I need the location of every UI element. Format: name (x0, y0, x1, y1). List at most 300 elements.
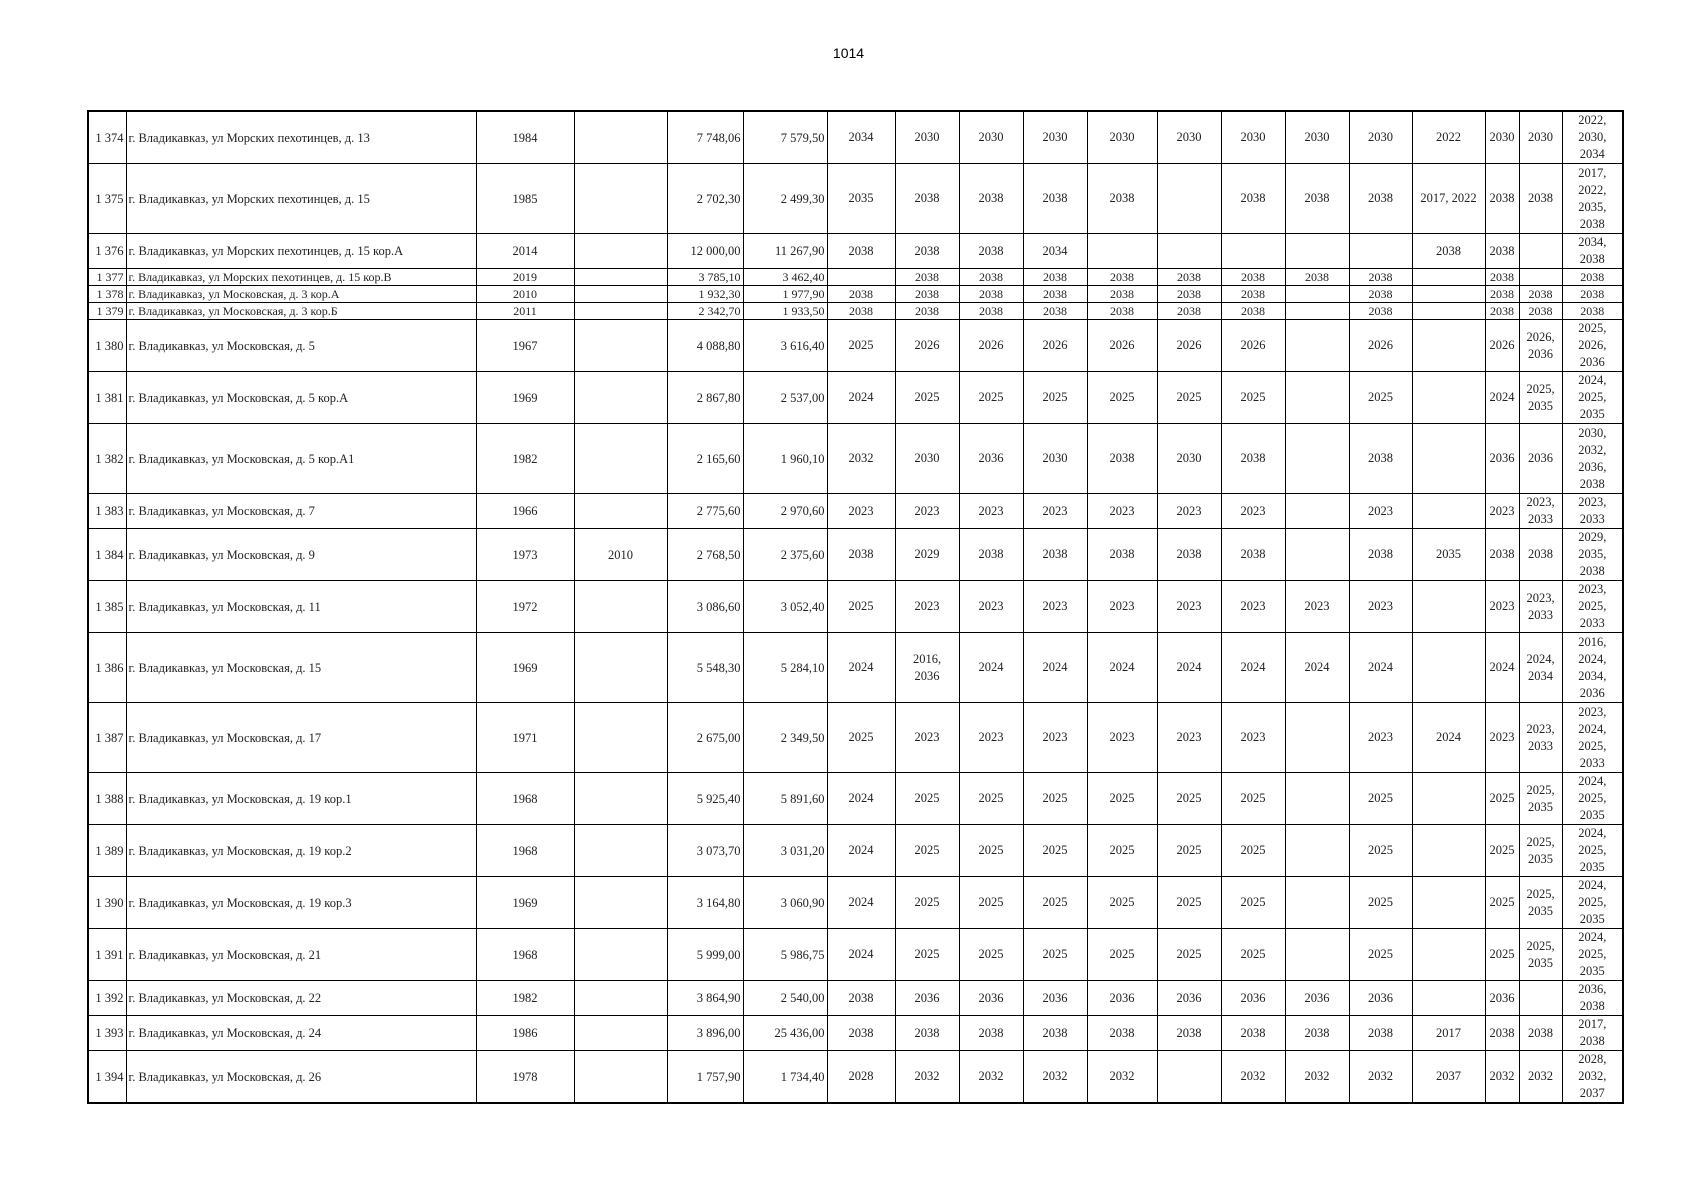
year-renovated-cell (574, 286, 667, 303)
work-year-cell: 2038 (895, 303, 959, 320)
work-year-cell: 2025 (1023, 877, 1087, 929)
work-year-cell: 2024 (1285, 633, 1349, 703)
work-year-cell: 2024 (827, 633, 895, 703)
total-area-cell: 3 073,70 (667, 825, 743, 877)
row-number: 1 387 (88, 703, 126, 773)
work-year-cell: 2025 (1349, 773, 1412, 825)
work-year-cell: 2038 (1023, 1016, 1087, 1051)
table-row (88, 703, 1623, 773)
address-cell: г. Владикавказ, ул Московская, д. 26 (126, 1051, 476, 1104)
work-year-cell: 2025 (959, 372, 1023, 424)
work-year-cell: 2036 (1285, 981, 1349, 1016)
total-area-cell: 4 088,80 (667, 320, 743, 372)
year-renovated-cell (574, 773, 667, 825)
living-area-cell: 5 986,75 (743, 929, 827, 981)
work-year-cell (1412, 877, 1485, 929)
work-year-cell: 2025 (1221, 825, 1285, 877)
work-year-cell: 2024 (1485, 633, 1519, 703)
summary-years-cell: 2025, 2026, 2036 (1562, 320, 1623, 372)
work-year-cell: 2025 (1157, 877, 1221, 929)
work-year-cell: 2025 (959, 825, 1023, 877)
work-year-cell: 2025, 2035 (1519, 929, 1562, 981)
work-year-cell (1285, 494, 1349, 529)
work-year-cell (1221, 234, 1285, 269)
total-area-cell: 5 925,40 (667, 773, 743, 825)
address-cell: г. Владикавказ, ул Московская, д. 21 (126, 929, 476, 981)
living-area-cell: 3 031,20 (743, 825, 827, 877)
address-cell: г. Владикавказ, ул Морских пехотинцев, д. 15 кор.А (126, 234, 476, 269)
work-year-cell: 2036 (1519, 424, 1562, 494)
year-renovated-cell (574, 581, 667, 633)
summary-years-cell: 2024, 2025, 2035 (1562, 877, 1623, 929)
table-row (88, 529, 1623, 581)
work-year-cell (1412, 929, 1485, 981)
work-year-cell: 2038 (827, 286, 895, 303)
work-year-cell: 2025, 2035 (1519, 825, 1562, 877)
work-year-cell: 2023 (1221, 494, 1285, 529)
work-year-cell: 2038 (1221, 1016, 1285, 1051)
work-year-cell: 2032 (1349, 1051, 1412, 1104)
row-number: 1 375 (88, 164, 126, 234)
work-year-cell: 2038 (1023, 269, 1087, 286)
work-year-cell: 2038 (895, 269, 959, 286)
work-year-cell: 2032 (959, 1051, 1023, 1104)
work-year-cell: 2038 (959, 1016, 1023, 1051)
summary-years-cell: 2023, 2024, 2025, 2033 (1562, 703, 1623, 773)
row-number: 1 394 (88, 1051, 126, 1104)
work-year-cell (1285, 877, 1349, 929)
work-year-cell: 2038 (1412, 234, 1485, 269)
year-built-cell: 1967 (476, 320, 574, 372)
work-year-cell: 2038 (1485, 286, 1519, 303)
table-row (88, 286, 1623, 303)
address-cell: г. Владикавказ, ул Московская, д. 24 (126, 1016, 476, 1051)
row-number: 1 381 (88, 372, 126, 424)
row-number: 1 384 (88, 529, 126, 581)
work-year-cell: 2036 (1157, 981, 1221, 1016)
work-year-cell: 2024 (827, 929, 895, 981)
row-number: 1 389 (88, 825, 126, 877)
work-year-cell: 2038 (1485, 1016, 1519, 1051)
work-year-cell: 2017 (1412, 1016, 1485, 1051)
total-area-cell: 12 000,00 (667, 234, 743, 269)
living-area-cell: 3 060,90 (743, 877, 827, 929)
work-year-cell: 2023 (959, 703, 1023, 773)
work-year-cell: 2036 (1485, 424, 1519, 494)
year-built-cell: 1966 (476, 494, 574, 529)
work-year-cell: 2038 (1221, 424, 1285, 494)
total-area-cell: 1 932,30 (667, 286, 743, 303)
summary-years-cell: 2030, 2032, 2036, 2038 (1562, 424, 1623, 494)
work-year-cell: 2026 (1157, 320, 1221, 372)
table-row (88, 877, 1623, 929)
row-number: 1 377 (88, 269, 126, 286)
work-year-cell (1412, 633, 1485, 703)
work-year-cell: 2025 (1349, 372, 1412, 424)
work-year-cell: 2023 (1023, 494, 1087, 529)
living-area-cell: 2 537,00 (743, 372, 827, 424)
work-year-cell: 2017, 2022 (1412, 164, 1485, 234)
work-year-cell (1285, 320, 1349, 372)
summary-years-cell: 2038 (1562, 269, 1623, 286)
work-year-cell: 2035 (827, 164, 895, 234)
total-area-cell: 2 675,00 (667, 703, 743, 773)
work-year-cell: 2038 (1087, 303, 1157, 320)
year-renovated-cell (574, 703, 667, 773)
work-year-cell: 2038 (959, 164, 1023, 234)
work-year-cell: 2026 (1087, 320, 1157, 372)
work-year-cell (1412, 372, 1485, 424)
row-number: 1 391 (88, 929, 126, 981)
work-year-cell: 2023, 2033 (1519, 494, 1562, 529)
living-area-cell: 3 462,40 (743, 269, 827, 286)
year-built-cell: 1968 (476, 773, 574, 825)
year-built-cell: 1969 (476, 372, 574, 424)
table-row (88, 164, 1623, 234)
work-year-cell: 2025 (827, 703, 895, 773)
row-number: 1 390 (88, 877, 126, 929)
work-year-cell: 2025 (1349, 877, 1412, 929)
work-year-cell: 2025 (895, 929, 959, 981)
work-year-cell: 2038 (1349, 303, 1412, 320)
work-year-cell: 2023 (1349, 581, 1412, 633)
work-year-cell: 2038 (1023, 303, 1087, 320)
table-row (88, 320, 1623, 372)
table-row (88, 581, 1623, 633)
year-built-cell: 1982 (476, 424, 574, 494)
work-year-cell: 2030 (1023, 111, 1087, 164)
work-year-cell: 2024 (1221, 633, 1285, 703)
table-row (88, 424, 1623, 494)
work-year-cell: 2038 (959, 269, 1023, 286)
work-year-cell: 2023 (1157, 703, 1221, 773)
work-year-cell (1285, 424, 1349, 494)
work-year-cell: 2023, 2033 (1519, 581, 1562, 633)
work-year-cell: 2026 (1485, 320, 1519, 372)
housing-registry-table (87, 110, 1624, 1104)
total-area-cell: 5 548,30 (667, 633, 743, 703)
work-year-cell: 2032 (1087, 1051, 1157, 1104)
work-year-cell: 2037 (1412, 1051, 1485, 1104)
year-built-cell: 1973 (476, 529, 574, 581)
summary-years-cell: 2023, 2025, 2033 (1562, 581, 1623, 633)
year-built-cell: 1968 (476, 825, 574, 877)
work-year-cell: 2036 (959, 424, 1023, 494)
table-row (88, 1051, 1623, 1104)
table-row (88, 372, 1623, 424)
work-year-cell: 2032 (1485, 1051, 1519, 1104)
work-year-cell: 2024 (1412, 703, 1485, 773)
work-year-cell: 2026 (1349, 320, 1412, 372)
work-year-cell: 2038 (959, 529, 1023, 581)
work-year-cell: 2038 (1023, 529, 1087, 581)
row-number: 1 380 (88, 320, 126, 372)
summary-years-cell: 2038 (1562, 303, 1623, 320)
work-year-cell: 2036 (1349, 981, 1412, 1016)
work-year-cell: 2030 (959, 111, 1023, 164)
total-area-cell: 3 864,90 (667, 981, 743, 1016)
work-year-cell: 2038 (1485, 529, 1519, 581)
work-year-cell: 2026 (895, 320, 959, 372)
work-year-cell: 2032 (1285, 1051, 1349, 1104)
work-year-cell: 2016, 2036 (895, 633, 959, 703)
summary-years-cell: 2038 (1562, 286, 1623, 303)
work-year-cell: 2025 (1221, 929, 1285, 981)
work-year-cell: 2038 (1221, 286, 1285, 303)
work-year-cell (1412, 303, 1485, 320)
table-row (88, 1016, 1623, 1051)
work-year-cell (1412, 320, 1485, 372)
living-area-cell: 3 616,40 (743, 320, 827, 372)
work-year-cell (1285, 234, 1349, 269)
work-year-cell (1412, 286, 1485, 303)
living-area-cell: 1 977,90 (743, 286, 827, 303)
work-year-cell: 2038 (959, 286, 1023, 303)
address-cell: г. Владикавказ, ул Московская, д. 5 кор.А (126, 372, 476, 424)
work-year-cell: 2038 (827, 303, 895, 320)
summary-years-cell: 2028, 2032, 2037 (1562, 1051, 1623, 1104)
summary-years-cell: 2024, 2025, 2035 (1562, 372, 1623, 424)
address-cell: г. Владикавказ, ул Московская, д. 5 (126, 320, 476, 372)
table-row (88, 303, 1623, 320)
work-year-cell: 2025 (1485, 825, 1519, 877)
work-year-cell: 2038 (1087, 269, 1157, 286)
year-renovated-cell (574, 1051, 667, 1104)
row-number: 1 393 (88, 1016, 126, 1051)
living-area-cell: 7 579,50 (743, 111, 827, 164)
year-renovated-cell (574, 269, 667, 286)
work-year-cell: 2025, 2035 (1519, 877, 1562, 929)
summary-years-cell: 2029, 2035, 2038 (1562, 529, 1623, 581)
work-year-cell: 2025 (1087, 825, 1157, 877)
work-year-cell: 2025 (1087, 877, 1157, 929)
work-year-cell: 2038 (895, 164, 959, 234)
work-year-cell: 2023 (1221, 703, 1285, 773)
work-year-cell: 2034 (827, 111, 895, 164)
work-year-cell: 2023 (1485, 581, 1519, 633)
work-year-cell: 2025 (1023, 929, 1087, 981)
year-built-cell: 2011 (476, 303, 574, 320)
year-renovated-cell (574, 372, 667, 424)
year-renovated-cell (574, 1016, 667, 1051)
living-area-cell: 2 970,60 (743, 494, 827, 529)
work-year-cell (1412, 494, 1485, 529)
year-renovated-cell (574, 981, 667, 1016)
row-number: 1 385 (88, 581, 126, 633)
work-year-cell (1519, 234, 1562, 269)
work-year-cell: 2038 (1157, 1016, 1221, 1051)
work-year-cell: 2030 (1285, 111, 1349, 164)
work-year-cell (1412, 424, 1485, 494)
work-year-cell: 2023 (1349, 703, 1412, 773)
living-area-cell: 2 499,30 (743, 164, 827, 234)
work-year-cell: 2025 (1485, 929, 1519, 981)
total-area-cell: 2 867,80 (667, 372, 743, 424)
work-year-cell (1285, 303, 1349, 320)
table-row (88, 234, 1623, 269)
work-year-cell: 2025 (1157, 372, 1221, 424)
work-year-cell: 2023 (1485, 703, 1519, 773)
row-number: 1 379 (88, 303, 126, 320)
work-year-cell: 2038 (1221, 164, 1285, 234)
work-year-cell: 2032 (1221, 1051, 1285, 1104)
work-year-cell: 2023 (1087, 494, 1157, 529)
summary-years-cell: 2016, 2024, 2034, 2036 (1562, 633, 1623, 703)
living-area-cell: 11 267,90 (743, 234, 827, 269)
work-year-cell: 2023 (895, 581, 959, 633)
work-year-cell: 2023 (1023, 703, 1087, 773)
table-row (88, 825, 1623, 877)
work-year-cell: 2025, 2035 (1519, 372, 1562, 424)
work-year-cell: 2030 (1023, 424, 1087, 494)
work-year-cell: 2025 (1221, 372, 1285, 424)
living-area-cell: 1 960,10 (743, 424, 827, 494)
work-year-cell: 2024 (1157, 633, 1221, 703)
work-year-cell: 2022 (1412, 111, 1485, 164)
work-year-cell (1412, 981, 1485, 1016)
work-year-cell (1412, 269, 1485, 286)
row-number: 1 383 (88, 494, 126, 529)
work-year-cell: 2025 (959, 773, 1023, 825)
total-area-cell: 2 775,60 (667, 494, 743, 529)
address-cell: г. Владикавказ, ул Морских пехотинцев, д. 15 кор.В (126, 269, 476, 286)
work-year-cell: 2023 (1285, 581, 1349, 633)
year-built-cell: 1969 (476, 633, 574, 703)
work-year-cell: 2036 (1485, 981, 1519, 1016)
work-year-cell: 2038 (1485, 269, 1519, 286)
work-year-cell: 2038 (827, 234, 895, 269)
work-year-cell (827, 269, 895, 286)
work-year-cell: 2025 (1221, 773, 1285, 825)
work-year-cell: 2038 (827, 981, 895, 1016)
work-year-cell: 2025 (1221, 877, 1285, 929)
total-area-cell: 2 342,70 (667, 303, 743, 320)
row-number: 1 392 (88, 981, 126, 1016)
work-year-cell: 2024 (1023, 633, 1087, 703)
total-area-cell: 3 164,80 (667, 877, 743, 929)
work-year-cell: 2025 (1349, 825, 1412, 877)
work-year-cell: 2023 (827, 494, 895, 529)
work-year-cell: 2023 (1087, 581, 1157, 633)
work-year-cell: 2036 (959, 981, 1023, 1016)
work-year-cell: 2024 (1087, 633, 1157, 703)
work-year-cell: 2024 (827, 372, 895, 424)
work-year-cell: 2023 (959, 494, 1023, 529)
work-year-cell: 2023 (895, 494, 959, 529)
work-year-cell: 2038 (1023, 286, 1087, 303)
work-year-cell: 2023 (1221, 581, 1285, 633)
work-year-cell: 2035 (1412, 529, 1485, 581)
work-year-cell: 2025 (895, 372, 959, 424)
year-renovated-cell (574, 877, 667, 929)
work-year-cell: 2038 (1087, 529, 1157, 581)
work-year-cell (1412, 773, 1485, 825)
year-renovated-cell (574, 111, 667, 164)
work-year-cell: 2024 (827, 773, 895, 825)
total-area-cell: 7 748,06 (667, 111, 743, 164)
year-built-cell: 2010 (476, 286, 574, 303)
summary-years-cell: 2022, 2030, 2034 (1562, 111, 1623, 164)
work-year-cell: 2023, 2033 (1519, 703, 1562, 773)
total-area-cell: 2 165,60 (667, 424, 743, 494)
work-year-cell: 2026, 2036 (1519, 320, 1562, 372)
work-year-cell (1412, 825, 1485, 877)
work-year-cell: 2038 (1087, 286, 1157, 303)
work-year-cell: 2030 (1485, 111, 1519, 164)
work-year-cell: 2032 (1519, 1051, 1562, 1104)
work-year-cell: 2038 (959, 303, 1023, 320)
summary-years-cell: 2024, 2025, 2035 (1562, 929, 1623, 981)
living-area-cell: 5 891,60 (743, 773, 827, 825)
address-cell: г. Владикавказ, ул Московская, д. 19 кор.2 (126, 825, 476, 877)
work-year-cell (1285, 372, 1349, 424)
work-year-cell: 2023 (1023, 581, 1087, 633)
work-year-cell: 2025 (1023, 773, 1087, 825)
address-cell: г. Владикавказ, ул Московская, д. 19 кор.1 (126, 773, 476, 825)
table-row (88, 929, 1623, 981)
work-year-cell: 2038 (895, 234, 959, 269)
work-year-cell: 2038 (1157, 303, 1221, 320)
work-year-cell: 2038 (895, 1016, 959, 1051)
row-number: 1 376 (88, 234, 126, 269)
work-year-cell: 2038 (1087, 424, 1157, 494)
work-year-cell: 2025 (1023, 372, 1087, 424)
work-year-cell: 2038 (1349, 164, 1412, 234)
summary-years-cell: 2023, 2033 (1562, 494, 1623, 529)
row-number: 1 388 (88, 773, 126, 825)
work-year-cell: 2029 (895, 529, 959, 581)
work-year-cell: 2038 (1023, 164, 1087, 234)
summary-years-cell: 2024, 2025, 2035 (1562, 773, 1623, 825)
work-year-cell: 2038 (1519, 286, 1562, 303)
total-area-cell: 3 086,60 (667, 581, 743, 633)
summary-years-cell: 2034, 2038 (1562, 234, 1623, 269)
work-year-cell: 2032 (1023, 1051, 1087, 1104)
work-year-cell: 2038 (1285, 269, 1349, 286)
work-year-cell: 2025 (1023, 825, 1087, 877)
work-year-cell: 2038 (1349, 424, 1412, 494)
work-year-cell (1285, 529, 1349, 581)
page-number: 1014 (832, 45, 865, 61)
year-built-cell: 2019 (476, 269, 574, 286)
work-year-cell: 2025 (959, 877, 1023, 929)
work-year-cell: 2038 (1485, 164, 1519, 234)
living-area-cell: 2 375,60 (743, 529, 827, 581)
work-year-cell: 2038 (827, 529, 895, 581)
year-built-cell: 2014 (476, 234, 574, 269)
address-cell: г. Владикавказ, ул Московская, д. 22 (126, 981, 476, 1016)
work-year-cell: 2038 (1157, 286, 1221, 303)
year-built-cell: 1971 (476, 703, 574, 773)
table-row (88, 773, 1623, 825)
work-year-cell: 2038 (827, 1016, 895, 1051)
living-area-cell: 3 052,40 (743, 581, 827, 633)
living-area-cell: 2 540,00 (743, 981, 827, 1016)
work-year-cell: 2024 (959, 633, 1023, 703)
work-year-cell: 2038 (1349, 286, 1412, 303)
work-year-cell: 2034 (1023, 234, 1087, 269)
work-year-cell: 2025 (827, 320, 895, 372)
work-year-cell: 2025 (1157, 929, 1221, 981)
summary-years-cell: 2036, 2038 (1562, 981, 1623, 1016)
work-year-cell: 2038 (1349, 269, 1412, 286)
address-cell: г. Владикавказ, ул Московская, д. 11 (126, 581, 476, 633)
work-year-cell: 2038 (1087, 1016, 1157, 1051)
year-renovated-cell (574, 320, 667, 372)
row-number: 1 374 (88, 111, 126, 164)
total-area-cell: 3 896,00 (667, 1016, 743, 1051)
work-year-cell (1087, 234, 1157, 269)
